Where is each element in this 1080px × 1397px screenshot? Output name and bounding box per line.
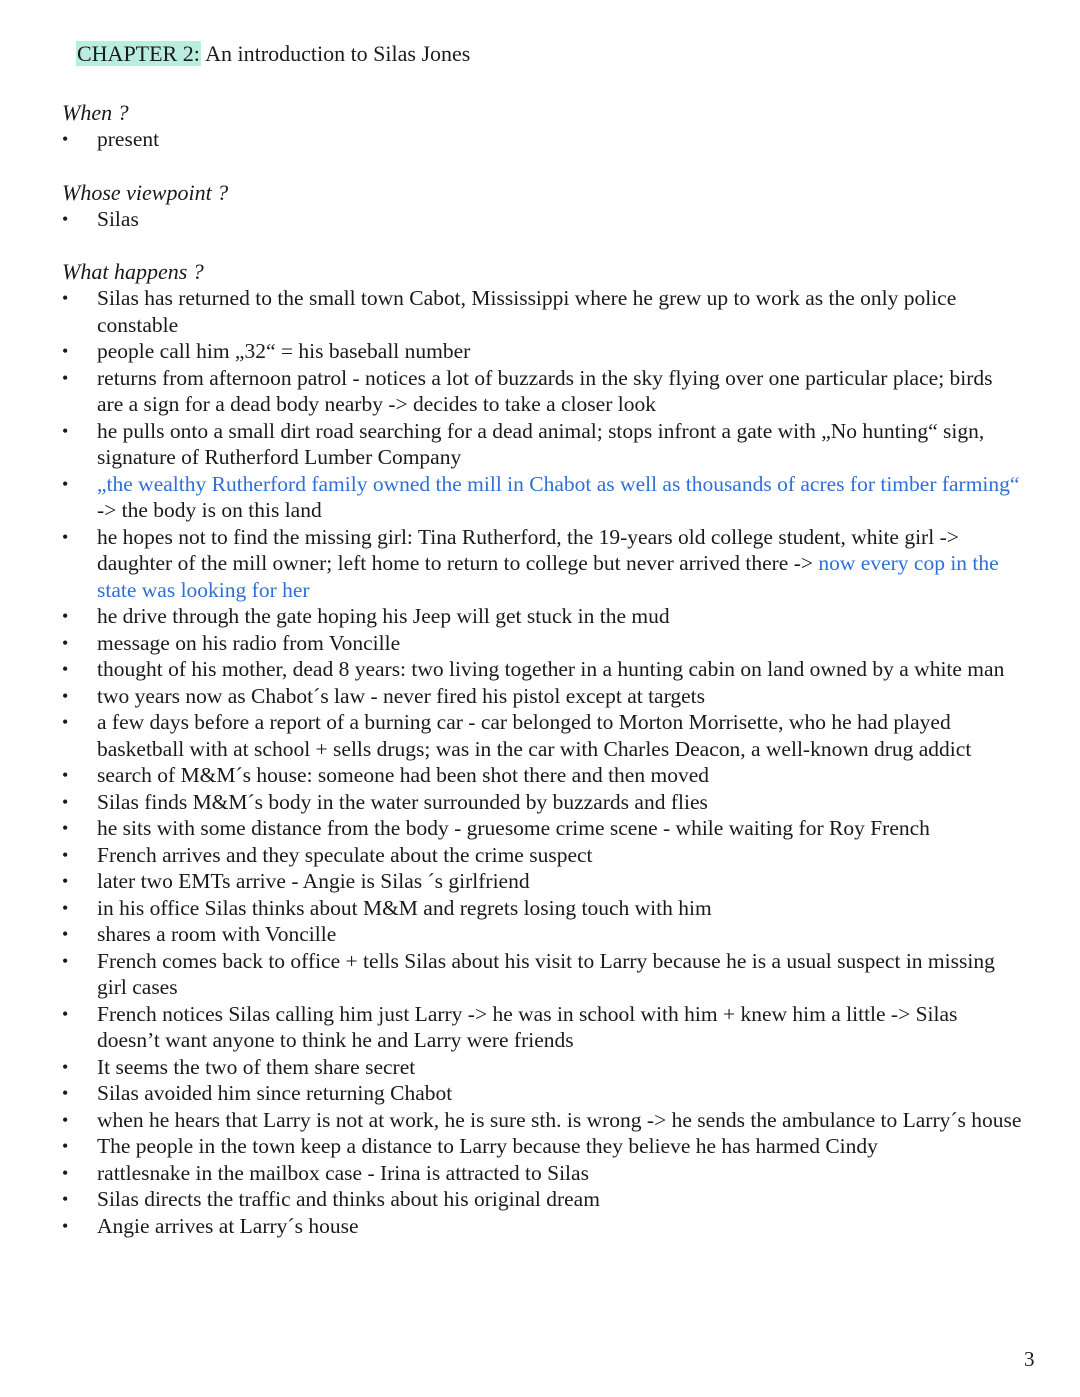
chapter-label: CHAPTER 2: <box>77 41 200 66</box>
list-item-text: he drive through the gate hoping his Jeep will get stuck in the mud <box>97 604 670 628</box>
list-item-text: French notices Silas calling him just Larry -> he was in school with him + knew him a little -> Silas doesn’t want anyone to think he and Larry were friends <box>97 1001 958 1052</box>
list-item-text: rattlesnake in the mailbox case - Irina is attracted to Silas <box>97 1160 589 1185</box>
bullet-icon: • <box>62 129 69 149</box>
chapter-subtitle: An introduction to Silas Jones <box>200 41 471 66</box>
list-item-text: a few days before a report of a burning car - car belonged to Morton Morrisette, who he had played basketball with at school + sells drugs; was in the car with Charles Deacon, a well-known drug addict <box>97 710 972 761</box>
bullet-icon: • <box>62 897 69 918</box>
list-item <box>62 1213 1022 1240</box>
list-item-text: Silas directs the traffic and thinks about his original dream <box>97 1187 600 1211</box>
list-item <box>62 762 1022 789</box>
section-what-happens <box>62 258 1022 1239</box>
list-item-text: The people in the town keep a distance to Larry because they believe he has harmed Cindy <box>97 1134 878 1158</box>
bullet-icon: • <box>62 1215 69 1236</box>
section-heading-what-happens: What happens ? <box>62 259 204 284</box>
list-item <box>62 1001 1022 1054</box>
list-item <box>62 630 1022 657</box>
list-item <box>62 683 1022 710</box>
list-item <box>62 868 1022 895</box>
list-item-text: Silas finds M&M´s body in the water surrounded by buzzards and flies <box>97 789 708 814</box>
bullet-icon: • <box>62 1003 69 1024</box>
highlighted-text: now every cop in the state was looking for her <box>97 551 999 602</box>
bullet-icon: • <box>62 844 69 865</box>
list-item <box>62 921 1022 948</box>
list-item <box>62 1107 1022 1134</box>
bullet-icon: • <box>62 1136 69 1156</box>
list-item <box>62 603 1022 630</box>
bullet-icon: • <box>62 712 69 732</box>
section-when <box>62 99 1022 153</box>
bullet-icon: • <box>62 606 69 626</box>
list-item <box>62 338 1022 365</box>
bullet-icon: • <box>62 950 69 971</box>
list-item-text: returns from afternoon patrol - notices a lot of buzzards in the sky flying over one particular place; birds are a sign for a dead body nearby -> decides to take a closer look <box>97 365 993 416</box>
list-item <box>62 471 1022 524</box>
bullet-icon: • <box>62 791 69 812</box>
list-item-text: he sits with some distance from the body - gruesome crime scene - while waiting for Roy French <box>97 816 930 840</box>
list-item-text: in his office Silas thinks about M&M and regrets losing touch with him <box>97 895 712 920</box>
list-item-text: shares a room with Voncille <box>97 922 337 946</box>
list-item-text: It seems the two of them share secret <box>97 1054 416 1079</box>
bullet-icon: • <box>62 632 69 653</box>
list-item <box>62 524 1022 604</box>
bullet-icon: • <box>62 1189 69 1209</box>
list-item <box>62 1080 1022 1107</box>
list-item <box>62 1133 1022 1160</box>
list-item <box>62 948 1022 1001</box>
bullet-icon: • <box>62 659 69 679</box>
list-item-text: he hopes not to find the missing girl: Tina Rutherford, the 19-years old college student, white girl -> daughter of the mill owner; left home to return to college but never arrived there -> <box>97 524 959 575</box>
list-item-text: thought of his mother, dead 8 years: two living together in a hunting cabin on land owned by a white man <box>97 657 1005 681</box>
list-item-text: French arrives and they speculate about the crime suspect <box>97 842 593 867</box>
list-item-text: Silas has returned to the small town Cabot, Mississippi where he grew up to work as the only police constable <box>97 286 957 337</box>
list-item <box>62 709 1022 762</box>
list-item-text: later two EMTs arrive - Angie is Silas ´s girlfriend <box>97 869 530 893</box>
chapter-title <box>76 40 470 68</box>
list-item-text: he pulls onto a small dirt road searching for a dead animal; stops infront a gate with „No hunting“ sign, signature of Rutherford Lumber Company <box>97 418 985 469</box>
bullet-icon: • <box>62 765 69 785</box>
list-item-text: search of M&M´s house: someone had been shot there and then moved <box>97 763 709 787</box>
bullet-icon: • <box>62 1056 69 1077</box>
list-item-text: when he hears that Larry is not at work, he is sure sth. is wrong -> he sends the ambulance to Larry´s house <box>97 1107 1022 1132</box>
bullet-icon: • <box>62 288 69 308</box>
list-item <box>62 842 1022 869</box>
section-heading-viewpoint: Whose viewpoint ? <box>62 180 229 205</box>
bullet-icon: • <box>62 209 69 229</box>
list-item <box>62 1186 1022 1213</box>
list-item <box>62 895 1022 922</box>
bullet-list-when <box>62 126 1022 153</box>
section-heading-when: When ? <box>62 100 129 125</box>
bullet-icon: • <box>62 818 69 838</box>
bullet-icon: • <box>62 341 69 361</box>
bullet-icon: • <box>62 1162 69 1183</box>
list-item-text: Angie arrives at Larry´s house <box>97 1213 359 1238</box>
section-viewpoint <box>62 179 1022 233</box>
bullet-icon: • <box>62 420 69 441</box>
list-item <box>62 789 1022 816</box>
list-item: • Silas <box>62 207 139 231</box>
list-item-text: people call him „32“ = his baseball number <box>97 339 471 363</box>
bullet-icon: • <box>62 1109 69 1130</box>
list-item-text: Silas avoided him since returning Chabot <box>97 1081 453 1105</box>
list-item <box>62 656 1022 683</box>
list-item <box>62 285 1022 338</box>
bullet-icon: • <box>62 924 69 944</box>
bullet-list-viewpoint <box>62 206 1022 233</box>
list-item-text: message on his radio from Voncille <box>97 630 401 655</box>
bullet-icon: • <box>62 526 69 547</box>
list-item: • present <box>62 127 160 151</box>
list-item <box>62 1160 1022 1187</box>
quote-text: „the wealthy Rutherford family owned the mill in Chabot as well as thousands of acres for timber farming“ <box>97 471 1020 496</box>
list-item-text: two years now as Chabot´s law - never fired his pistol except at targets <box>97 683 706 708</box>
list-item-text: French comes back to office + tells Silas about his visit to Larry because he is a usual suspect in missing girl cases <box>97 948 995 999</box>
bullet-icon: • <box>62 685 69 706</box>
bullet-icon: • <box>62 1083 69 1103</box>
bullet-list-what-happens <box>62 285 1022 1239</box>
list-item <box>62 418 1022 471</box>
list-item <box>62 1054 1022 1081</box>
bullet-icon: • <box>62 871 69 891</box>
bullet-icon: • <box>62 367 69 388</box>
bullet-icon: • <box>62 473 69 494</box>
list-item <box>62 365 1022 418</box>
page-number: 3 <box>1024 1347 1035 1371</box>
list-item-text: -> the body is on this land <box>97 498 322 522</box>
list-item <box>62 815 1022 842</box>
